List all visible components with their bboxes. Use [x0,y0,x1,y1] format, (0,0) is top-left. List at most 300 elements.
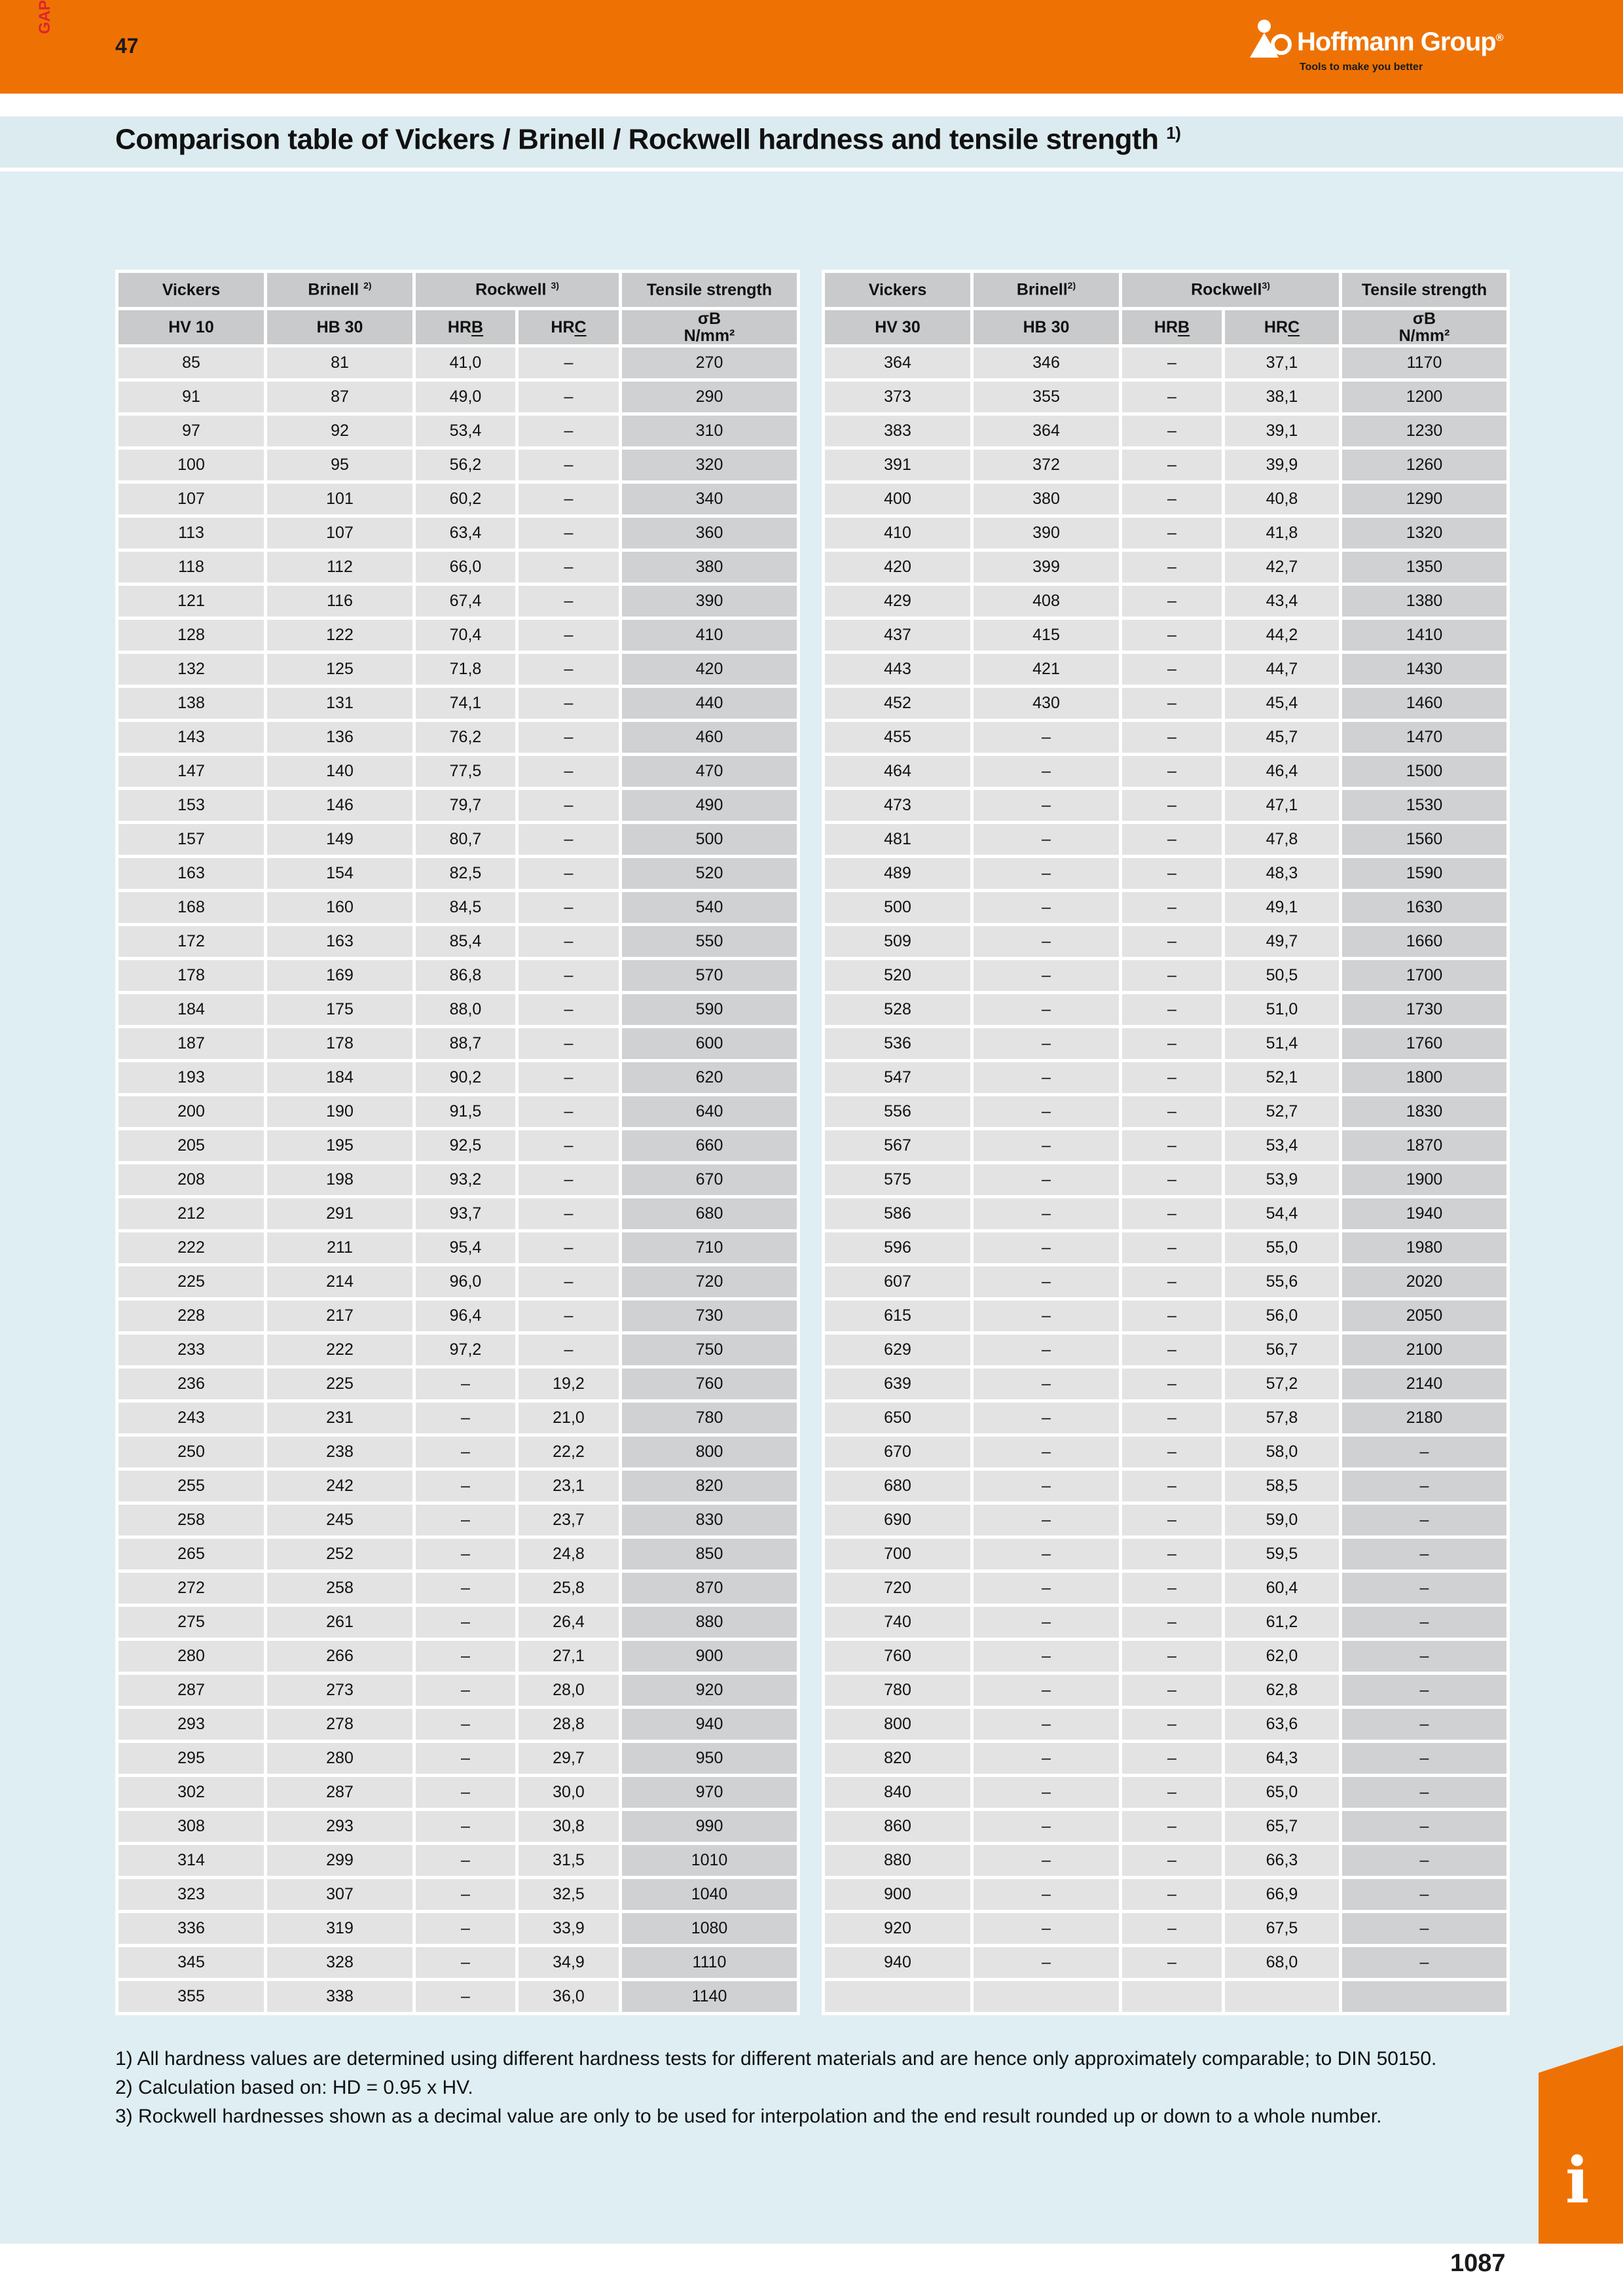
cell-brinell: 149 [267,824,412,855]
cell-hrb: – [1122,960,1222,991]
cell-brinell: – [974,1845,1119,1876]
cell-hrc: 23,1 [519,1471,619,1501]
cell-brinell: – [974,960,1119,991]
cell-brinell: 217 [267,1300,412,1331]
cell-tensile: – [1342,1573,1506,1604]
table-row [825,756,1506,787]
cell-tensile: – [1342,1505,1506,1535]
cell-hrb: 41,0 [416,348,515,378]
cell-tensile: – [1342,1641,1506,1672]
hardness-table-left [115,270,800,2015]
cell-vickers: 860 [825,1811,970,1842]
cell-brinell: 184 [267,1062,412,1093]
table-row [119,1811,797,1842]
cell-hrc: – [519,1232,619,1263]
table-row [119,1573,797,1604]
cell-hrb: – [416,1811,515,1842]
cell-vickers: 670 [825,1437,970,1467]
cell-hrc: 45,4 [1225,688,1339,719]
cell-vickers: 233 [119,1335,264,1365]
cell-vickers: 615 [825,1300,970,1331]
cell-vickers: 880 [825,1845,970,1876]
cell-brinell: – [974,1437,1119,1467]
cell-hrc: 28,8 [519,1709,619,1740]
cell-hrc: 34,9 [519,1947,619,1978]
cell-brinell: – [974,1232,1119,1263]
cell-tensile: 880 [622,1607,797,1638]
cell-tensile: 520 [622,858,797,889]
table-row [119,756,797,787]
cell-brinell: – [974,1913,1119,1944]
cell-hrc: – [519,450,619,480]
cell-brinell: 122 [267,620,412,651]
cell-vickers: 464 [825,756,970,787]
cell-vickers: 575 [825,1164,970,1195]
cell-hrc: 38,1 [1225,382,1339,412]
table-row [825,654,1506,685]
cell-hrb: – [416,1437,515,1467]
cell-hrc: 52,1 [1225,1062,1339,1093]
cell-hrc: 25,8 [519,1573,619,1604]
cell-hrb: 76,2 [416,722,515,753]
cell-vickers: 536 [825,1028,970,1059]
cell-tensile: 710 [622,1232,797,1263]
cell-vickers: 323 [119,1879,264,1910]
cell-hrc: 65,0 [1225,1777,1339,1808]
cell-hrc: – [519,790,619,821]
cell-hrb: – [416,1641,515,1672]
cell-brinell: 222 [267,1335,412,1365]
cell-brinell: 146 [267,790,412,821]
cell-hrb: – [1122,586,1222,617]
cell-tensile: 440 [622,688,797,719]
cell-tensile: 320 [622,450,797,480]
header-hb: HB 30 [267,310,412,344]
cell-vickers: 629 [825,1335,970,1365]
cell-brinell: 278 [267,1709,412,1740]
cell-tensile: 1040 [622,1879,797,1910]
cell-tensile: – [1342,1913,1506,1944]
cell-tensile: 660 [622,1130,797,1161]
table-row [119,1335,797,1365]
cell-hrb: – [1122,1811,1222,1842]
cell-vickers: 187 [119,1028,264,1059]
cell-hrc: 30,0 [519,1777,619,1808]
cell-hrc: 56,0 [1225,1300,1339,1331]
cell-hrc: – [519,1335,619,1365]
cell-tensile: – [1342,1539,1506,1570]
cell-tensile: 270 [622,348,797,378]
cell-hrb: – [1122,1709,1222,1740]
cell-tensile: 1980 [1342,1232,1506,1263]
cell-vickers: 596 [825,1232,970,1263]
cell-brinell: – [974,1539,1119,1570]
cell-hrb: – [1122,484,1222,514]
cell-hrb: – [416,1471,515,1501]
cell-vickers: 178 [119,960,264,991]
table-row [825,1403,1506,1433]
cell-brinell: – [974,722,1119,753]
cell-hrc: – [519,654,619,685]
cell-tensile: 1590 [1342,858,1506,889]
cell-hrb: – [416,1573,515,1604]
table-row [119,1947,797,1978]
cell-tensile: 970 [622,1777,797,1808]
cell-hrc: 21,0 [519,1403,619,1433]
table-row [825,1130,1506,1161]
cell-brinell: – [974,790,1119,821]
cell-tensile: – [1342,1947,1506,1978]
cell-tensile: 830 [622,1505,797,1535]
table-row [119,1300,797,1331]
table-row [119,450,797,480]
cell-brinell: 430 [974,688,1119,719]
brand-tagline: Tools to make you better [1300,62,1423,73]
cell-vickers: 143 [119,722,264,753]
cell-tensile: 820 [622,1471,797,1501]
hardness-table-right [822,270,1510,2015]
table-row [825,892,1506,923]
cell-brinell: 190 [267,1096,412,1127]
table-row [825,450,1506,480]
cell-brinell: 280 [267,1743,412,1774]
table-row [119,1266,797,1297]
cell-tensile [1342,1981,1506,2012]
cell-hrc: 28,0 [519,1675,619,1706]
cell-brinell: 95 [267,450,412,480]
cell-hrc: 51,0 [1225,994,1339,1025]
cell-brinell: – [974,1335,1119,1365]
footnote-2: 2) Calculation based on: HD = 0.95 x HV. [115,2077,473,2098]
cell-hrc: 59,0 [1225,1505,1339,1535]
cell-hrb: – [1122,1028,1222,1059]
cell-tensile: 420 [622,654,797,685]
cell-hrc: – [519,1096,619,1127]
cell-tensile: 1200 [1342,382,1506,412]
cell-hrb: – [1122,1232,1222,1263]
cell-hrb: – [1122,1471,1222,1501]
cell-tensile: 600 [622,1028,797,1059]
cell-hrb: – [1122,1641,1222,1672]
cell-vickers: 780 [825,1675,970,1706]
cell-hrc: 24,8 [519,1539,619,1570]
cell-tensile: 760 [622,1369,797,1399]
page-number-bottom: 1087 [1450,2250,1506,2277]
table-row [119,1062,797,1093]
cell-hrb: – [1122,1505,1222,1535]
header-tensile-strength: Tensile strength [1342,273,1506,307]
cell-brinell: 107 [267,518,412,548]
cell-hrc: 39,1 [1225,416,1339,446]
cell-hrc: 29,7 [519,1743,619,1774]
left-table-body [119,348,797,2012]
table-row [825,1198,1506,1229]
cell-brinell: 178 [267,1028,412,1059]
cell-brinell: – [974,1198,1119,1229]
cell-hrb: – [1122,994,1222,1025]
cell-brinell: 415 [974,620,1119,651]
cell-vickers: 255 [119,1471,264,1501]
cell-hrc: – [519,484,619,514]
cell-tensile: 1080 [622,1913,797,1944]
cell-tensile: 310 [622,416,797,446]
table-row [825,1811,1506,1842]
cell-brinell: 287 [267,1777,412,1808]
cell-hrb: – [1122,1130,1222,1161]
cell-hrb: – [416,1607,515,1638]
table-row [825,1743,1506,1774]
cell-vickers: 97 [119,416,264,446]
cell-hrb: – [1122,1777,1222,1808]
cell-tensile: 990 [622,1811,797,1842]
cell-hrc: – [519,518,619,548]
cell-hrc: – [519,1130,619,1161]
cell-hrb: – [1122,1096,1222,1127]
cell-hrb: – [1122,926,1222,957]
cell-hrc: – [519,382,619,412]
cell-tensile: 540 [622,892,797,923]
cell-vickers: 168 [119,892,264,923]
cell-vickers: 287 [119,1675,264,1706]
table-row [119,858,797,889]
cell-vickers: 113 [119,518,264,548]
header-brinell: Brinell $^{2)}$ [267,273,412,307]
cell-tensile: – [1342,1471,1506,1501]
table-row [825,824,1506,855]
cell-tensile: 940 [622,1709,797,1740]
cell-brinell: 242 [267,1471,412,1501]
cell-brinell: 160 [267,892,412,923]
cell-vickers: 193 [119,1062,264,1093]
cell-hrb: – [1122,1403,1222,1433]
cell-tensile: 1110 [622,1947,797,1978]
table-row [119,1777,797,1808]
cell-vickers: 243 [119,1403,264,1433]
cell-hrc: 64,3 [1225,1743,1339,1774]
table-row [825,1947,1506,1978]
cell-tensile: 360 [622,518,797,548]
cell-hrc: – [519,926,619,957]
cell-hrc: – [519,552,619,583]
cell-brinell: – [974,994,1119,1025]
table-row [825,688,1506,719]
table-row [119,960,797,991]
cell-hrb: 96,4 [416,1300,515,1331]
table-row [825,382,1506,412]
cell-hrb: – [416,1403,515,1433]
section-code: GAP [36,0,54,34]
cell-brinell: 261 [267,1607,412,1638]
cell-hrb: – [416,1539,515,1570]
cell-hrb: – [1122,1845,1222,1876]
cell-vickers: 800 [825,1709,970,1740]
cell-brinell: – [974,926,1119,957]
cell-hrc: 27,1 [519,1641,619,1672]
cell-vickers: 250 [119,1437,264,1467]
cell-hrc: – [519,1300,619,1331]
cell-hrb: – [1122,1369,1222,1399]
cell-tensile: 570 [622,960,797,991]
cell-brinell: 125 [267,654,412,685]
cell-brinell: 92 [267,416,412,446]
cell-brinell: – [974,1164,1119,1195]
footnote-3: 3) Rockwell hardnesses shown as a decimal value are only to be used for interpolation and the end result rounded up or down to a whole number. [115,2106,1382,2127]
cell-hrc: 62,0 [1225,1641,1339,1672]
cell-tensile: 720 [622,1266,797,1297]
cell-brinell: – [974,1743,1119,1774]
table-row [119,1369,797,1399]
cell-tensile: – [1342,1675,1506,1706]
footnotes [115,2045,1436,2131]
cell-hrb: 93,2 [416,1164,515,1195]
cell-hrb: – [416,1879,515,1910]
cell-hrc: 40,8 [1225,484,1339,514]
table-row [119,382,797,412]
cell-tensile: 850 [622,1539,797,1570]
cell-hrb: – [1122,688,1222,719]
cell-brinell: 346 [974,348,1119,378]
cell-vickers: 107 [119,484,264,514]
cell-hrb: – [1122,1062,1222,1093]
cell-tensile: 920 [622,1675,797,1706]
header-hrb: HRB [1122,310,1222,344]
cell-brinell: 211 [267,1232,412,1263]
table-row [825,1028,1506,1059]
cell-tensile: 1430 [1342,654,1506,685]
table-row [825,518,1506,548]
cell-hrb: – [416,1743,515,1774]
cell-vickers: 690 [825,1505,970,1535]
cell-vickers: 420 [825,552,970,583]
cell-brinell: 169 [267,960,412,991]
cell-hrc: 61,2 [1225,1607,1339,1638]
cell-hrc: 63,6 [1225,1709,1339,1740]
cell-brinell: – [974,756,1119,787]
cell-tensile: – [1342,1845,1506,1876]
table-row [825,1913,1506,1944]
table-row [119,1981,797,2012]
cell-hrb: – [1122,1607,1222,1638]
cell-vickers: 100 [119,450,264,480]
cell-hrc: – [519,416,619,446]
cell-hrc: 48,3 [1225,858,1339,889]
table-row [825,1335,1506,1365]
cell-hrb: – [1122,824,1222,855]
cell-tensile: – [1342,1709,1506,1740]
cell-hrc: 47,1 [1225,790,1339,821]
cell-brinell: 238 [267,1437,412,1467]
cell-brinell: 364 [974,416,1119,446]
cell-vickers: 400 [825,484,970,514]
cell-hrb: – [416,1369,515,1399]
cell-vickers: 489 [825,858,970,889]
cell-brinell: – [974,892,1119,923]
cell-tensile: 1410 [1342,620,1506,651]
cell-tensile: 730 [622,1300,797,1331]
table-row [825,1369,1506,1399]
cell-hrc: 55,6 [1225,1266,1339,1297]
cell-hrb: – [1122,722,1222,753]
cell-hrc: – [519,756,619,787]
cell-vickers: 355 [119,1981,264,2012]
cell-brinell: 175 [267,994,412,1025]
cell-tensile: 900 [622,1641,797,1672]
table-row [825,1777,1506,1808]
cell-hrc: – [519,620,619,651]
cell-tensile: 340 [622,484,797,514]
cell-hrc: 19,2 [519,1369,619,1399]
cell-hrc: – [519,1062,619,1093]
cell-hrb: – [1122,348,1222,378]
cell-hrc: 56,7 [1225,1335,1339,1365]
cell-hrb: – [1122,1879,1222,1910]
cell-vickers: 452 [825,688,970,719]
cell-hrb: – [1122,1198,1222,1229]
cell-hrc: 33,9 [519,1913,619,1944]
cell-vickers: 345 [119,1947,264,1978]
cell-tensile: 1230 [1342,416,1506,446]
table-row [825,1266,1506,1297]
cell-brinell: 266 [267,1641,412,1672]
cell-vickers: 481 [825,824,970,855]
cell-hrb: 67,4 [416,586,515,617]
cell-hrc: – [519,348,619,378]
table-row [825,858,1506,889]
cell-hrb: – [416,1981,515,2012]
table-row [825,1709,1506,1740]
cell-tensile: 680 [622,1198,797,1229]
cell-vickers: 391 [825,450,970,480]
table-row [119,1505,797,1535]
table-row [825,586,1506,617]
table-row [825,1437,1506,1467]
cell-vickers: 556 [825,1096,970,1127]
table-row [825,1471,1506,1501]
table-row [119,1539,797,1570]
table-row [119,1437,797,1467]
cell-tensile: – [1342,1777,1506,1808]
cell-hrb: – [416,1777,515,1808]
cell-hrb: – [1122,1947,1222,1978]
cell-hrc: 44,2 [1225,620,1339,651]
cell-tensile: 1940 [1342,1198,1506,1229]
cell-vickers: 336 [119,1913,264,1944]
header-vickers: Vickers [119,273,264,307]
cell-hrb: – [1122,1913,1222,1944]
table-row [825,1300,1506,1331]
cell-hrb: – [1122,518,1222,548]
cell-brinell: 307 [267,1879,412,1910]
cell-brinell: 390 [974,518,1119,548]
cell-brinell: – [974,1130,1119,1161]
cell-brinell: 421 [974,654,1119,685]
cell-hrb: – [416,1947,515,1978]
cell-vickers: 153 [119,790,264,821]
header-hrc: HRC [1225,310,1339,344]
cell-vickers: 840 [825,1777,970,1808]
cell-brinell: 136 [267,722,412,753]
cell-hrc: 42,7 [1225,552,1339,583]
cell-brinell: – [974,1675,1119,1706]
header-hv: HV 30 [825,310,970,344]
cell-hrb: 74,1 [416,688,515,719]
cell-tensile: – [1342,1607,1506,1638]
cell-vickers: 132 [119,654,264,685]
table-row [119,1130,797,1161]
cell-hrb: 80,7 [416,824,515,855]
cell-vickers: 760 [825,1641,970,1672]
cell-vickers: 650 [825,1403,970,1433]
